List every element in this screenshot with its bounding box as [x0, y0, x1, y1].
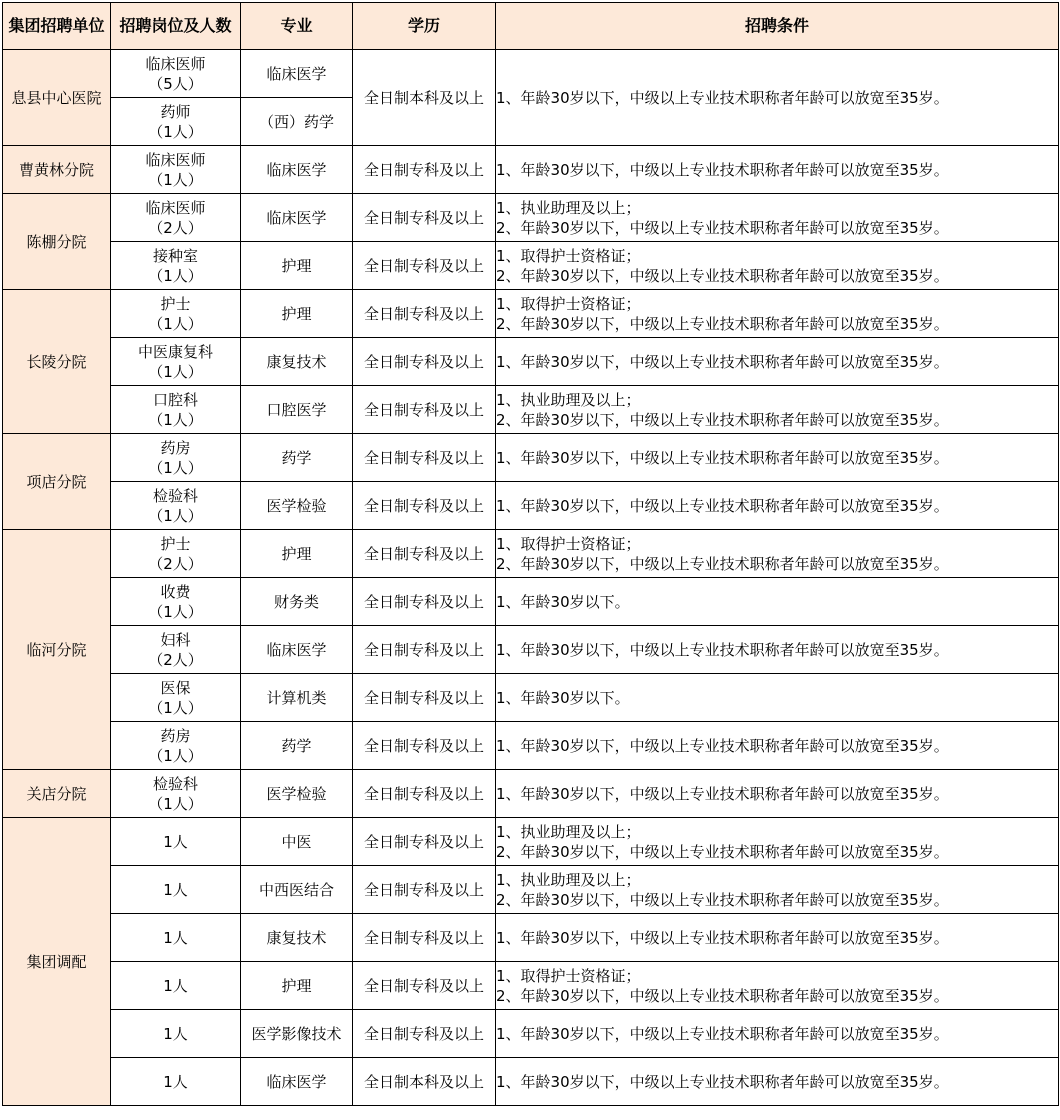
- education-cell: 全日制专科及以上: [353, 530, 496, 578]
- major-cell: 康复技术: [241, 914, 353, 962]
- table-row: [3, 722, 1059, 770]
- condition-line: 1、取得护士资格证；: [496, 246, 641, 265]
- education-cell: 全日制专科及以上: [353, 626, 496, 674]
- table-row: [3, 962, 1059, 1010]
- position-count: （2人）: [148, 554, 203, 573]
- conditions-cell: [496, 530, 1059, 578]
- condition-line: 2、年龄30岁以下，中级以上专业技术职称者年龄可以放宽至35岁。: [496, 266, 949, 285]
- position-count: （1人）: [148, 362, 203, 381]
- table-row: [3, 338, 1059, 386]
- header-education: 学历: [353, 3, 496, 50]
- position-cell: [111, 962, 241, 1010]
- conditions-cell: [496, 194, 1059, 242]
- condition-line: 1、年龄30岁以下，中级以上专业技术职称者年龄可以放宽至35岁。: [496, 1072, 949, 1091]
- major-cell: 财务类: [241, 578, 353, 626]
- position-cell: [111, 1010, 241, 1058]
- position-name: 药师: [160, 102, 191, 121]
- position-name: 检验科: [152, 774, 198, 793]
- position-count: （1人）: [148, 266, 203, 285]
- position-cell: [111, 866, 241, 914]
- condition-line: 1、年龄30岁以下，中级以上专业技术职称者年龄可以放宽至35岁。: [496, 1024, 949, 1043]
- header-conditions: 招聘条件: [496, 3, 1059, 50]
- position-count: （1人）: [148, 506, 203, 525]
- condition-line: 1、年龄30岁以下，中级以上专业技术职称者年龄可以放宽至35岁。: [496, 784, 949, 803]
- conditions-cell: [496, 482, 1059, 530]
- unit-cell: 陈棚分院: [3, 194, 111, 290]
- position-cell: [111, 98, 241, 146]
- conditions-cell: [496, 146, 1059, 194]
- position-count: （1人）: [148, 458, 203, 477]
- table-body: [3, 50, 1059, 1106]
- major-cell: 临床医学: [241, 50, 353, 98]
- education-cell: 全日制专科及以上: [353, 674, 496, 722]
- conditions-cell: [496, 818, 1059, 866]
- position-name: 1人: [163, 976, 188, 995]
- unit-cell: 关店分院: [3, 770, 111, 818]
- position-count: （1人）: [148, 794, 203, 813]
- table-row: [3, 578, 1059, 626]
- position-count: （2人）: [148, 650, 203, 669]
- table-row: [3, 1058, 1059, 1106]
- major-cell: 临床医学: [241, 1058, 353, 1106]
- table-row: [3, 386, 1059, 434]
- education-cell: 全日制专科及以上: [353, 866, 496, 914]
- education-cell: 全日制专科及以上: [353, 818, 496, 866]
- position-count: （1人）: [148, 170, 203, 189]
- table-row: [3, 530, 1059, 578]
- position-name: 临床医师: [145, 150, 206, 169]
- education-cell: 全日制专科及以上: [353, 290, 496, 338]
- conditions-cell: [496, 962, 1059, 1010]
- position-count: （1人）: [148, 410, 203, 429]
- position-name: 药房: [160, 726, 191, 745]
- conditions-cell: [496, 626, 1059, 674]
- position-cell: [111, 482, 241, 530]
- position-cell: [111, 914, 241, 962]
- education-cell: 全日制专科及以上: [353, 386, 496, 434]
- condition-line: 1、取得护士资格证；: [496, 534, 641, 553]
- conditions-cell: [496, 386, 1059, 434]
- education-cell: 全日制专科及以上: [353, 1010, 496, 1058]
- position-cell: [111, 770, 241, 818]
- position-cell: [111, 194, 241, 242]
- major-cell: 临床医学: [241, 626, 353, 674]
- table-row: [3, 290, 1059, 338]
- condition-line: 1、执业助理及以上；: [496, 390, 641, 409]
- major-cell: 医学影像技术: [241, 1010, 353, 1058]
- position-cell: [111, 434, 241, 482]
- position-count: （1人）: [148, 698, 203, 717]
- condition-line: 1、年龄30岁以下，中级以上专业技术职称者年龄可以放宽至35岁。: [496, 736, 949, 755]
- condition-line: 2、年龄30岁以下，中级以上专业技术职称者年龄可以放宽至35岁。: [496, 314, 949, 333]
- major-cell: 药学: [241, 434, 353, 482]
- position-name: 妇科: [160, 630, 191, 649]
- education-cell: 全日制专科及以上: [353, 194, 496, 242]
- education-cell: 全日制专科及以上: [353, 578, 496, 626]
- education-cell: 全日制专科及以上: [353, 722, 496, 770]
- condition-line: 1、执业助理及以上；: [496, 822, 641, 841]
- unit-cell: 长陵分院: [3, 290, 111, 434]
- table-row: [3, 242, 1059, 290]
- position-count: （2人）: [148, 218, 203, 237]
- condition-line: 1、年龄30岁以下。: [496, 592, 630, 611]
- condition-line: 1、年龄30岁以下，中级以上专业技术职称者年龄可以放宽至35岁。: [496, 448, 949, 467]
- education-cell: 全日制专科及以上: [353, 146, 496, 194]
- condition-line: 1、年龄30岁以下，中级以上专业技术职称者年龄可以放宽至35岁。: [496, 640, 949, 659]
- major-cell: 临床医学: [241, 194, 353, 242]
- position-cell: [111, 290, 241, 338]
- position-count: （1人）: [148, 746, 203, 765]
- conditions-cell: [496, 1058, 1059, 1106]
- position-name: 1人: [163, 832, 188, 851]
- conditions-cell: [496, 1010, 1059, 1058]
- table-row: [3, 50, 1059, 98]
- major-cell: 计算机类: [241, 674, 353, 722]
- position-count: （1人）: [148, 314, 203, 333]
- conditions-cell: [496, 578, 1059, 626]
- unit-cell: 项店分院: [3, 434, 111, 530]
- major-cell: 护理: [241, 962, 353, 1010]
- education-cell: 全日制专科及以上: [353, 962, 496, 1010]
- condition-line: 1、年龄30岁以下，中级以上专业技术职称者年龄可以放宽至35岁。: [496, 160, 949, 179]
- table-row: [3, 914, 1059, 962]
- recruitment-table: [2, 2, 1059, 1106]
- unit-cell: 集团调配: [3, 818, 111, 1106]
- major-cell: 康复技术: [241, 338, 353, 386]
- position-cell: [111, 242, 241, 290]
- position-cell: [111, 722, 241, 770]
- position-name: 1人: [163, 1072, 188, 1091]
- position-cell: [111, 338, 241, 386]
- position-name: 口腔科: [152, 390, 198, 409]
- conditions-cell: [496, 242, 1059, 290]
- position-cell: [111, 626, 241, 674]
- position-name: 中医康复科: [137, 342, 213, 361]
- condition-line: 1、执业助理及以上；: [496, 198, 641, 217]
- table-row: [3, 770, 1059, 818]
- position-name: 临床医师: [145, 198, 206, 217]
- header-unit: 集团招聘单位: [3, 3, 111, 50]
- major-cell: （西）药学: [241, 98, 353, 146]
- position-cell: [111, 50, 241, 98]
- major-cell: 口腔医学: [241, 386, 353, 434]
- position-name: 护士: [160, 294, 191, 313]
- position-name: 1人: [163, 928, 188, 947]
- condition-line: 2、年龄30岁以下，中级以上专业技术职称者年龄可以放宽至35岁。: [496, 890, 949, 909]
- condition-line: 1、年龄30岁以下，中级以上专业技术职称者年龄可以放宽至35岁。: [496, 496, 949, 515]
- condition-line: 2、年龄30岁以下，中级以上专业技术职称者年龄可以放宽至35岁。: [496, 842, 949, 861]
- header-major: 专业: [241, 3, 353, 50]
- condition-line: 2、年龄30岁以下，中级以上专业技术职称者年龄可以放宽至35岁。: [496, 554, 949, 573]
- position-cell: [111, 1058, 241, 1106]
- major-cell: 中西医结合: [241, 866, 353, 914]
- position-name: 检验科: [152, 486, 198, 505]
- education-cell: 全日制本科及以上: [353, 50, 496, 146]
- major-cell: 护理: [241, 290, 353, 338]
- condition-line: 1、取得护士资格证；: [496, 294, 641, 313]
- education-cell: 全日制专科及以上: [353, 338, 496, 386]
- position-name: 1人: [163, 880, 188, 899]
- education-cell: 全日制专科及以上: [353, 482, 496, 530]
- position-cell: [111, 146, 241, 194]
- table-row: [3, 434, 1059, 482]
- education-cell: 全日制专科及以上: [353, 914, 496, 962]
- position-count: （1人）: [148, 602, 203, 621]
- position-name: 药房: [160, 438, 191, 457]
- condition-line: 1、年龄30岁以下，中级以上专业技术职称者年龄可以放宽至35岁。: [496, 928, 949, 947]
- header-position: 招聘岗位及人数: [111, 3, 241, 50]
- conditions-cell: [496, 770, 1059, 818]
- condition-line: 1、年龄30岁以下，中级以上专业技术职称者年龄可以放宽至35岁。: [496, 88, 949, 107]
- major-cell: 医学检验: [241, 770, 353, 818]
- table-row: [3, 146, 1059, 194]
- table-row: [3, 818, 1059, 866]
- position-cell: [111, 674, 241, 722]
- major-cell: 护理: [241, 530, 353, 578]
- position-cell: [111, 386, 241, 434]
- unit-cell: 曹黄林分院: [3, 146, 111, 194]
- conditions-cell: [496, 434, 1059, 482]
- condition-line: 2、年龄30岁以下，中级以上专业技术职称者年龄可以放宽至35岁。: [496, 410, 949, 429]
- education-cell: 全日制专科及以上: [353, 770, 496, 818]
- table-row: [3, 866, 1059, 914]
- position-name: 收费: [160, 582, 191, 601]
- position-name: 护士: [160, 534, 191, 553]
- condition-line: 1、年龄30岁以下，中级以上专业技术职称者年龄可以放宽至35岁。: [496, 352, 949, 371]
- position-name: 1人: [163, 1024, 188, 1043]
- condition-line: 1、取得护士资格证；: [496, 966, 641, 985]
- table-row: [3, 674, 1059, 722]
- unit-cell: 临河分院: [3, 530, 111, 770]
- table-row: [3, 194, 1059, 242]
- major-cell: 药学: [241, 722, 353, 770]
- major-cell: 临床医学: [241, 146, 353, 194]
- table-row: [3, 1010, 1059, 1058]
- position-name: 临床医师: [145, 54, 206, 73]
- position-count: （5人）: [148, 74, 203, 93]
- condition-line: 1、年龄30岁以下。: [496, 688, 630, 707]
- conditions-cell: [496, 338, 1059, 386]
- major-cell: 中医: [241, 818, 353, 866]
- education-cell: 全日制专科及以上: [353, 242, 496, 290]
- education-cell: 全日制专科及以上: [353, 434, 496, 482]
- position-cell: [111, 530, 241, 578]
- education-cell: 全日制本科及以上: [353, 1058, 496, 1106]
- conditions-cell: [496, 50, 1059, 146]
- major-cell: 护理: [241, 242, 353, 290]
- condition-line: 1、执业助理及以上；: [496, 870, 641, 889]
- position-cell: [111, 818, 241, 866]
- major-cell: 医学检验: [241, 482, 353, 530]
- position-name: 接种室: [152, 246, 198, 265]
- conditions-cell: [496, 290, 1059, 338]
- condition-line: 2、年龄30岁以下，中级以上专业技术职称者年龄可以放宽至35岁。: [496, 986, 949, 1005]
- conditions-cell: [496, 914, 1059, 962]
- table-row: [3, 626, 1059, 674]
- unit-cell: 息县中心医院: [3, 50, 111, 146]
- conditions-cell: [496, 722, 1059, 770]
- position-name: 医保: [160, 678, 191, 697]
- header-row: [3, 3, 1059, 50]
- position-count: （1人）: [148, 122, 203, 141]
- conditions-cell: [496, 866, 1059, 914]
- condition-line: 2、年龄30岁以下，中级以上专业技术职称者年龄可以放宽至35岁。: [496, 218, 949, 237]
- position-cell: [111, 578, 241, 626]
- table-row: [3, 482, 1059, 530]
- conditions-cell: [496, 674, 1059, 722]
